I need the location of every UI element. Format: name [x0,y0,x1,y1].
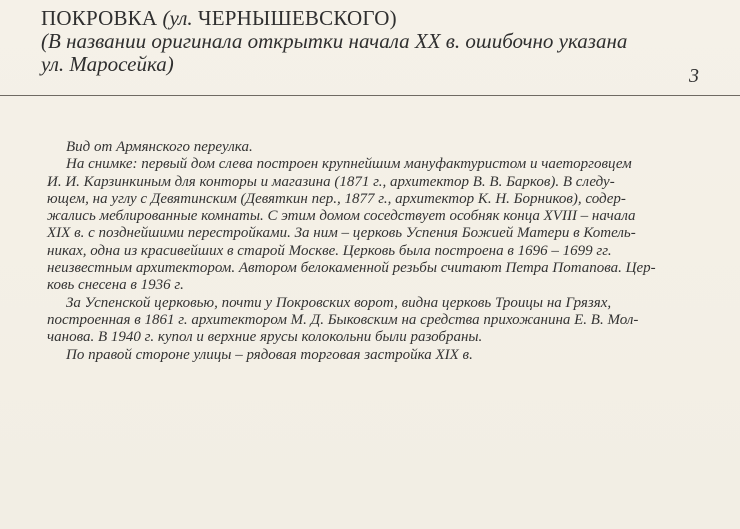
title-street-prefix: (ул. [157,6,198,30]
title-street-name: ПОКРОВКА [41,6,158,30]
text-line: XIX в. с позднейшими перестройками. За ним – церковь Успения Божией Матери в Котель- [47,225,636,242]
text-line: неизвестным архитектором. Автором белокаменной резьбы считают Петра Потапова. Цер- [47,260,656,277]
text-line: ющем, на углу с Девятинским (Девяткин пер., 1877 г., архитектор К. Н. Борников), содер- [47,190,626,207]
subtitle-line-2: ул. Маросейка) [41,52,174,76]
text-line: построенная в 1861 г. архитектором М. Д. Быковским на средства прихожанина Е. В. Мол- [47,311,639,328]
page-number: 3 [689,65,699,87]
text-line: По правой стороне улицы – рядовая торговая застройка XIX в. [66,346,473,363]
text-line: никах, одна из красивейших в старой Москве. Церковь была построена в 1696 – 1699 гг. [47,242,612,259]
text-line: За Успенской церковью, почти у Покровских ворот, видна церковь Троицы на Грязях, [66,294,612,311]
text-line: жались меблированные комнаты. С этим домом соседствует особняк конца XVIII – начала [47,208,636,225]
text-line: чанова. В 1940 г. купол и верхние ярусы колокольни были разобраны. [47,329,483,346]
title-street-old-name: ЧЕРНЫШЕВСКОГО) [197,6,397,30]
header [41,7,711,76]
text-line: Вид от Армянского переулка. [66,139,253,155]
subtitle-line-1: (В названии оригинала открытки начала XX в. ошибочно указана [41,29,628,53]
divider-line [0,95,740,96]
text-line: ковь снесена в 1936 г. [47,277,184,294]
text-line: И. И. Карзинкиным для конторы и магазина (1871 г., архитектор В. В. Барков). В следу- [47,173,615,190]
title-line [41,7,711,30]
description-text [47,139,706,364]
text-line: На снимке: первый дом слева построен крупнейшим мануфактуристом и чаеторговцем [66,156,632,173]
